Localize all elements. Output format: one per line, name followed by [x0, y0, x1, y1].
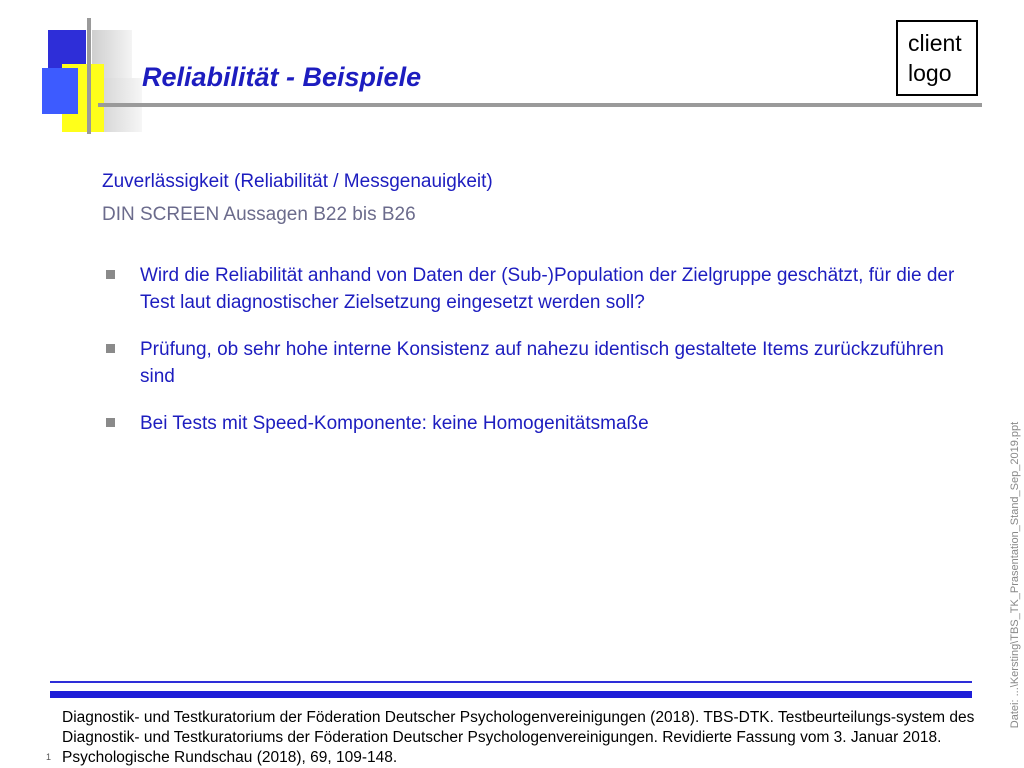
decor-lightblue-square: [42, 68, 78, 114]
bullet-text: Bei Tests mit Speed-Komponente: keine Homogenitätsmaße: [140, 413, 649, 434]
decor-vertical-line: [87, 18, 91, 134]
square-bullet-icon: [106, 270, 115, 279]
bullet-item: [104, 410, 974, 437]
intro-subheading: DIN SCREEN Aussagen B22 bis B26: [102, 204, 416, 225]
footer-divider-thin: [50, 681, 972, 683]
bullet-list: [104, 262, 974, 457]
square-bullet-icon: [106, 344, 115, 353]
citation-text: Diagnostik- und Testkuratorium der Föderation Deutscher Psychologenvereinigungen (2018). TBS-DTK. Testbeurteilungs-system des Diagnostik- und Testkuratoriums der Föderation Deutscher Psychologenvereinigungen. Revidierte Fassung vom 3. Januar 2018. Psychologische Rundschau (2018), 69, 109-148.: [62, 709, 975, 766]
bullet-text: Wird die Reliabilität anhand von Daten der (Sub-)Population der Zielgruppe geschätzt, für die der Test laut diagnostischer Zielsetzung eingesetzt werden soll?: [140, 265, 955, 313]
intro-heading: Zuverlässigkeit (Reliabilität / Messgenauigkeit): [102, 171, 493, 192]
slide-title: Reliabilität - Beispiele: [142, 62, 422, 92]
bullet-text: Prüfung, ob sehr hohe interne Konsistenz auf nahezu identisch gestaltete Items zurückzuführen sind: [140, 339, 944, 387]
bullet-item: [104, 336, 974, 390]
logo-line-2: logo: [908, 60, 952, 86]
bullet-item: [104, 262, 974, 316]
page-number: 1: [46, 752, 52, 762]
client-logo-placeholder: [896, 20, 978, 96]
intro-block: [102, 165, 493, 231]
side-note-filename: Datei: ...\Kersting\TBS_TK_Prasentation_Stand_Sep_2019.ppt: [1009, 421, 1021, 729]
title-underline: [98, 103, 982, 107]
square-bullet-icon: [106, 418, 115, 427]
footer-divider-thick: [50, 691, 972, 698]
logo-line-1: client: [908, 30, 962, 56]
